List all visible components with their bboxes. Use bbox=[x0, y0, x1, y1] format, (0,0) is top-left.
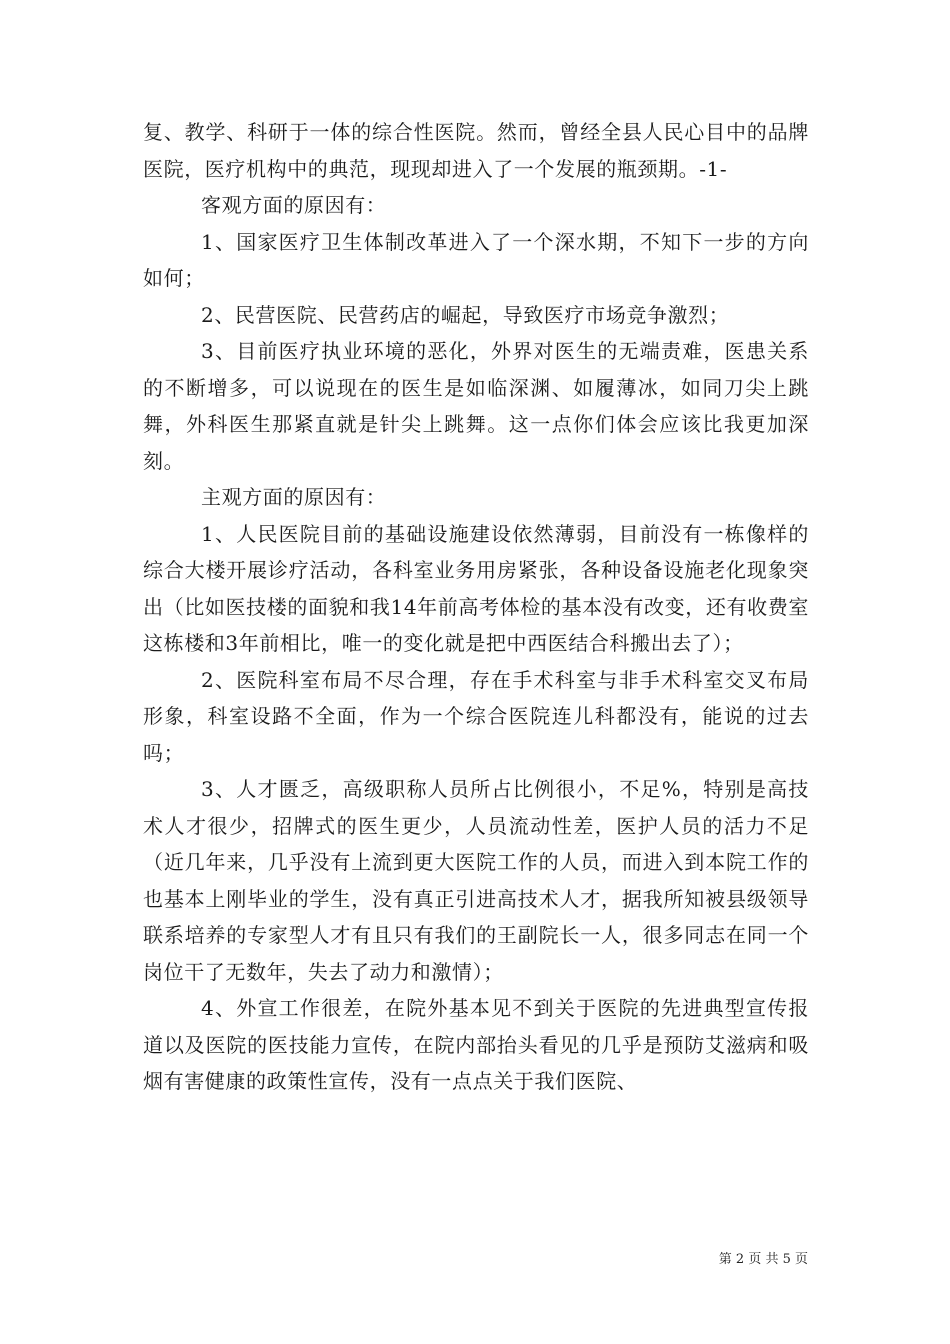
paragraph: 复、教学、科研于一体的综合性医院。然而，曾经全县人民心目中的品牌医院，医疗机构中的典范，现现却进入了一个发展的瓶颈期。-1- bbox=[143, 120, 809, 181]
paragraph: 1、人民医院目前的基础设施建设依然薄弱，目前没有一栋像样的综合大楼开展诊疗活动，各科室业务用房紧张，各种设备设施老化现象突出（比如医技楼的面貌和我14年前高考体检的基本没有改变，还有收费室这栋楼和3年前相比，唯一的变化就是把中西医结合科搬出去了）； bbox=[143, 521, 809, 655]
paragraph: 2、民营医院、民营药店的崛起，导致医疗市场竞争激烈； bbox=[201, 302, 730, 327]
paragraph: 1、国家医疗卫生体制改革进入了一个深水期，不知下一步的方向如何； bbox=[143, 229, 809, 290]
paragraph: 3、目前医疗执业环境的恶化，外界对医生的无端责难，医患关系的不断增多，可以说现在的医生是如临深渊、如履薄冰，如同刀尖上跳舞，外科医生那紧直就是针尖上跳舞。这一点你们体会应该比我更加深刻。 bbox=[143, 339, 809, 473]
paragraph: 4、外宣工作很差，在院外基本见不到关于医院的先进典型宣传报道以及医院的医技能力宣传，在院内部抬头看见的几乎是预防艾滋病和吸烟有害健康的政策性宣传，没有一点点关于我们医院、 bbox=[143, 996, 809, 1093]
paragraph: 客观方面的原因有： bbox=[201, 193, 387, 217]
document-body bbox=[143, 114, 809, 1100]
page-number-footer: 第 2 页 共 5 页 bbox=[718, 1252, 808, 1267]
paragraph: 3、人才匮乏，高级职称人员所占比例很小，不足%，特别是高技术人才很少，招牌式的医生更少，人员流动性差，医护人员的活力不足（近几年来，几乎没有上流到更大医院工作的人员，而进入到本院工作的也基本上刚毕业的学生，没有真正引进高技术人才，据我所知被县级领导联系培养的专家型人才有且只有我们的王副院长一人，很多同志在同一个岗位干了无数年，失去了动力和激情）； bbox=[143, 777, 809, 984]
paragraph: 主观方面的原因有： bbox=[201, 485, 387, 509]
paragraph: 2、医院科室布局不尽合理，存在手术科室与非手术科室交叉布局形象，科室设路不全面，作为一个综合医院连儿科都没有，能说的过去吗； bbox=[143, 667, 809, 765]
